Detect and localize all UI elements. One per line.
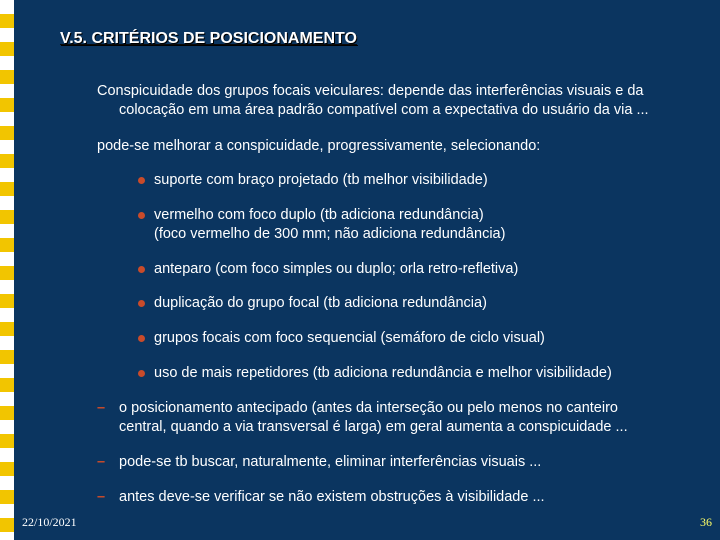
intro-paragraph [97,82,715,120]
list-item [138,171,708,190]
list-item-text: duplicação do grupo focal (tb adiciona redundância) [154,295,487,311]
bullet-dot-icon [138,266,145,273]
dash-item-text-2: central, quando a via transversal é larga) em geral aumenta a conspicuidade ... [119,419,628,435]
intro-line-2: colocação em uma área padrão compatível com a expectativa do usuário da via ... [119,102,649,118]
list-item-text: uso de mais repetidores (tb adiciona redundância e melhor visibilidade) [154,365,612,381]
bullet-dot-icon [138,212,145,219]
list-item-text: grupos focais com foco sequencial (semáforo de ciclo visual) [154,330,545,346]
intro-line-1: Conspicuidade dos grupos focais veiculares: depende das interferências visuais e da [97,83,644,99]
dash-item [97,399,707,437]
list-item [138,364,708,383]
list-item [138,329,708,348]
lead-paragraph: pode-se melhorar a conspicuidade, progressivamente, selecionando: [97,138,541,154]
decorative-stripe [0,0,14,540]
dash-marker: – [97,454,106,470]
bullet-dot-icon [138,300,145,307]
list-item [138,206,708,244]
dash-item-text: pode-se tb buscar, naturalmente, eliminar interferências visuais ... [119,454,542,470]
dash-marker: – [97,489,106,505]
dash-marker: – [97,400,106,416]
list-item-text: anteparo (com foco simples ou duplo; orla retro-refletiva) [154,261,519,277]
dash-item [97,453,707,472]
bullet-dot-icon [138,370,145,377]
list-item-text-2: (foco vermelho de 300 mm; não adiciona redundância) [154,226,506,242]
list-item-text: vermelho com foco duplo (tb adiciona redundância) [154,207,484,223]
dash-item-text: o posicionamento antecipado (antes da interseção ou pelo menos no canteiro [119,400,618,416]
slide-title: V.5. CRITÉRIOS DE POSICIONAMENTO [60,30,357,47]
list-item [138,260,708,279]
list-item [138,294,708,313]
dash-item-text: antes deve-se verificar se não existem obstruções à visibilidade ... [119,489,545,505]
page-number: 36 [700,515,712,529]
list-item-text: suporte com braço projetado (tb melhor visibilidade) [154,172,488,188]
bullet-dot-icon [138,335,145,342]
dash-item [97,488,707,507]
footer-date: 22/10/2021 [22,515,77,529]
bullet-dot-icon [138,177,145,184]
